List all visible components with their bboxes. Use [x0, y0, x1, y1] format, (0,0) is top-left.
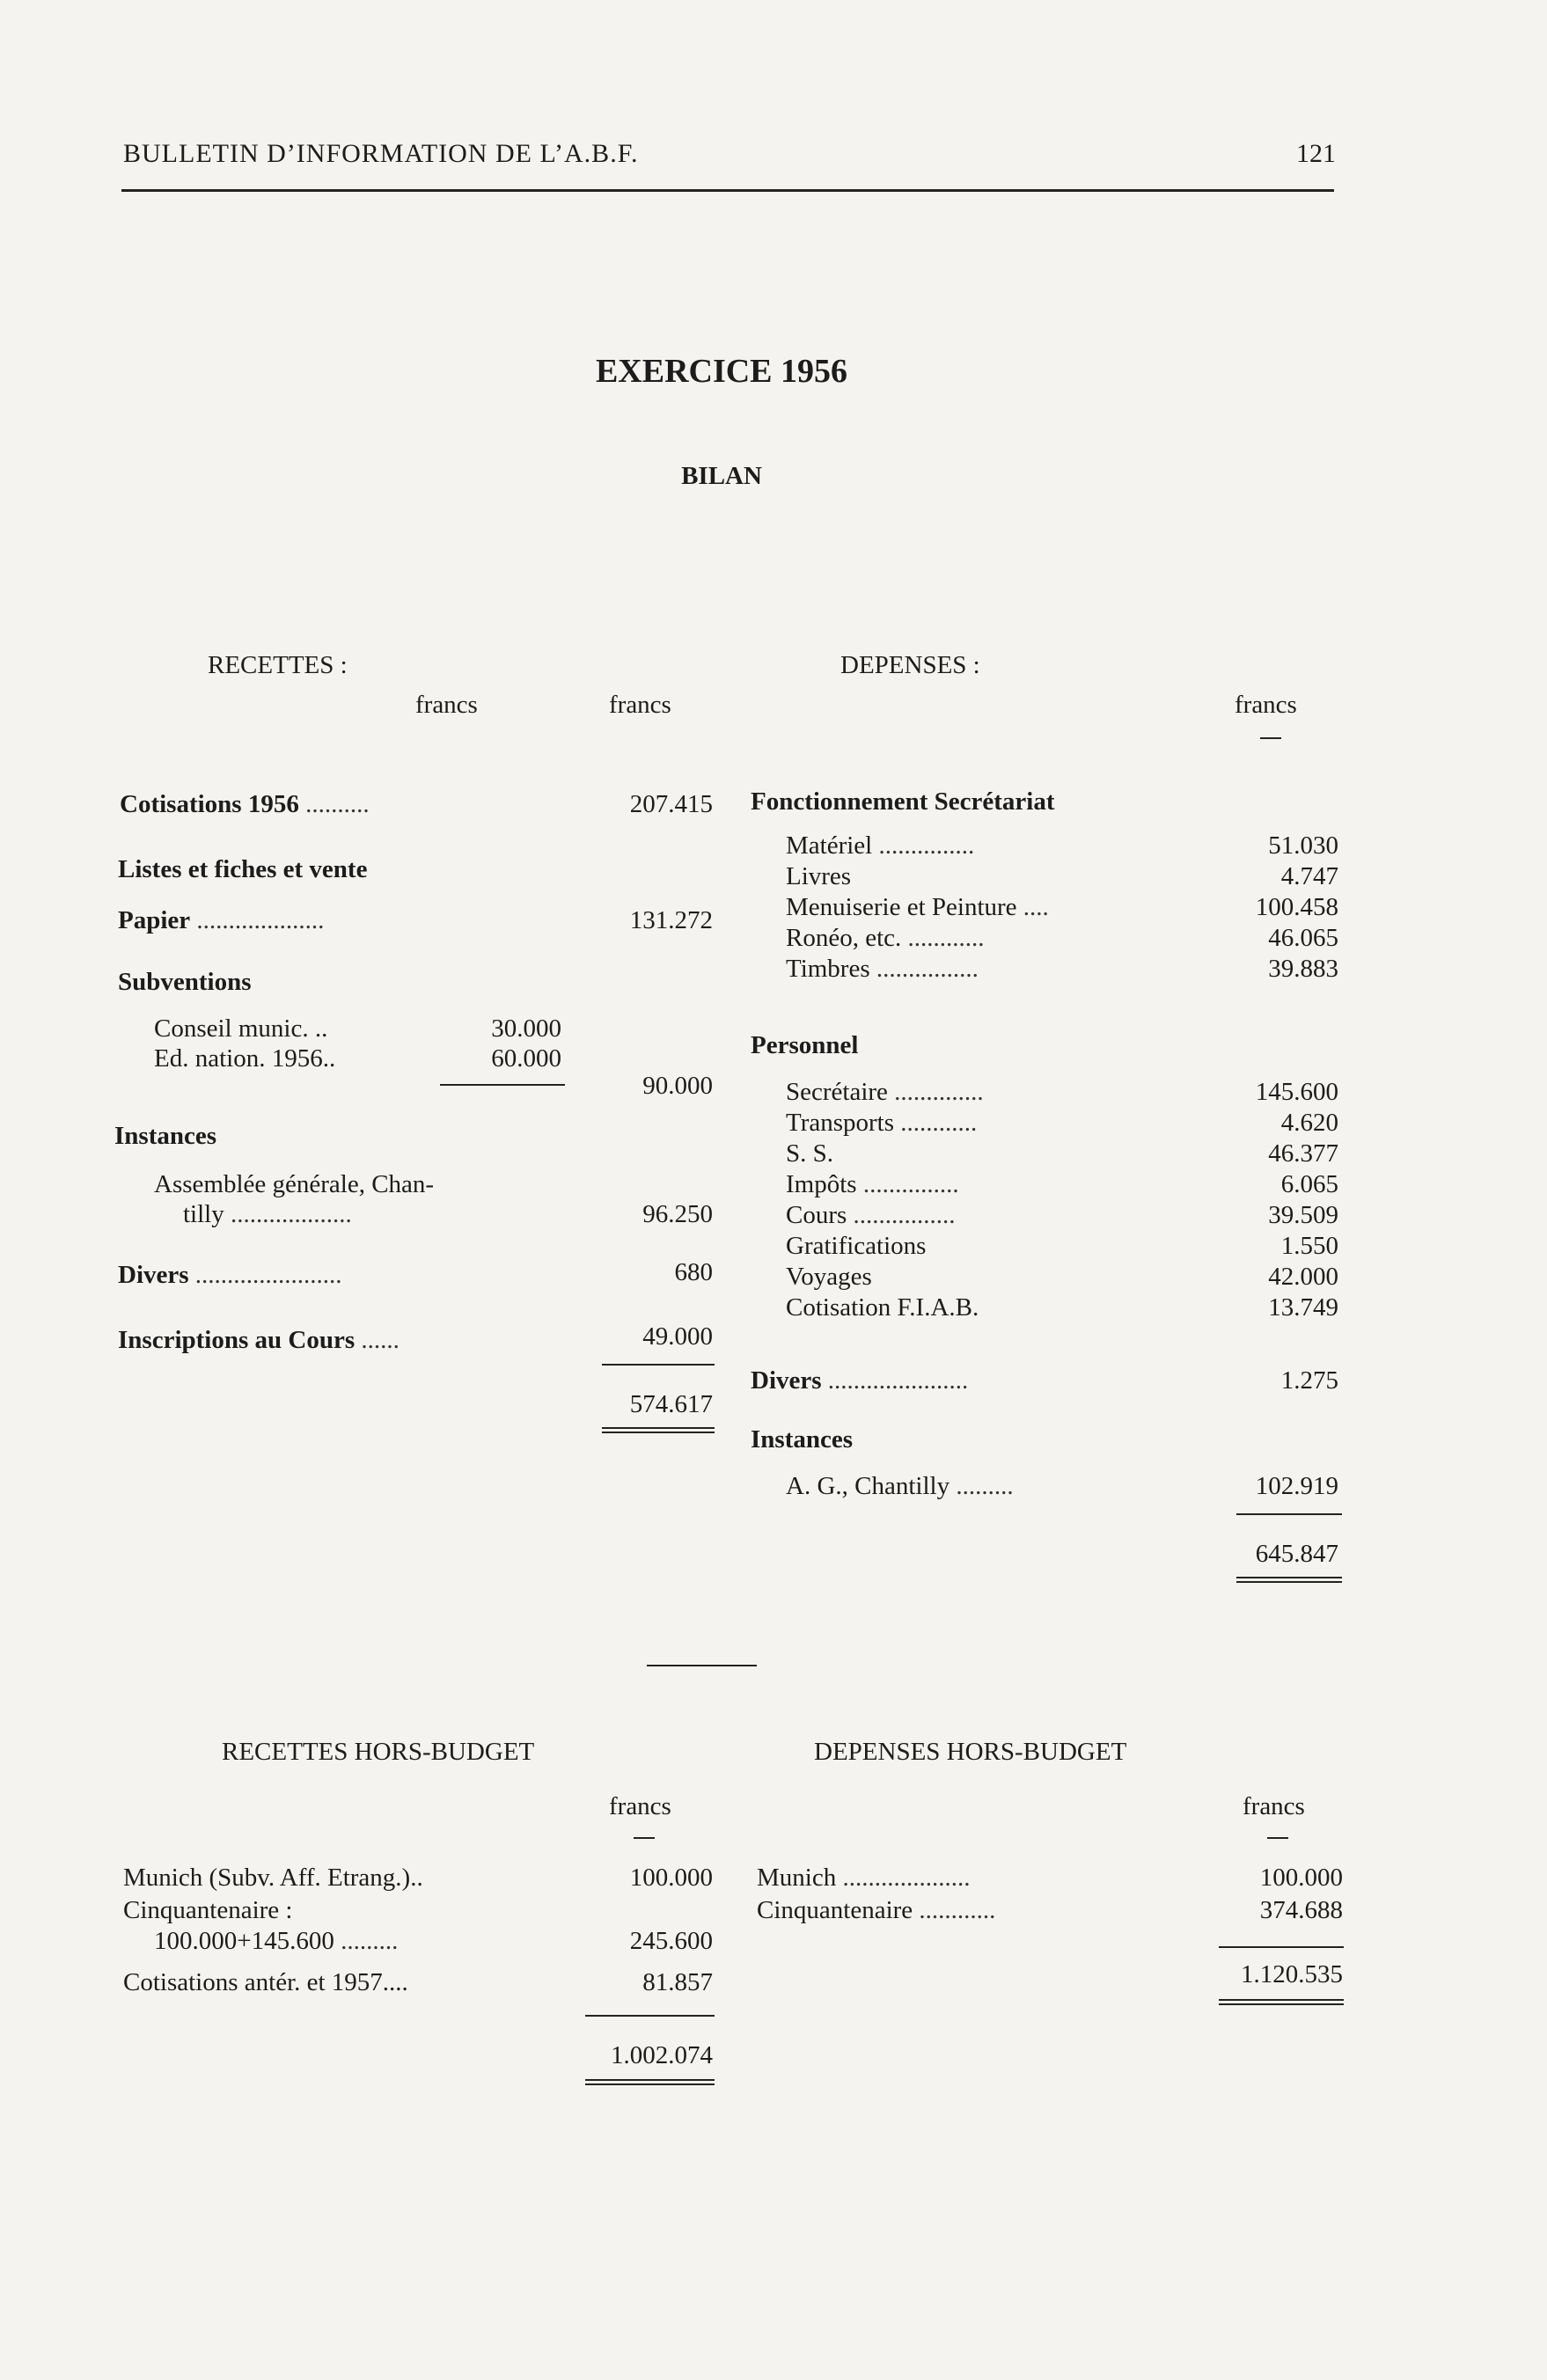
depenses-unit: francs [1235, 691, 1297, 719]
hb-recettes-total-double-rule [585, 2079, 715, 2085]
depenses-cotisation-fiab-amount: 13.749 [1268, 1293, 1338, 1322]
recettes-papier-label: Papier .................... [118, 906, 325, 934]
hb-recettes-cinquantenaire-label-2: 100.000+145.600 ......... [154, 1927, 399, 1955]
recettes-total: 574.617 [629, 1390, 713, 1418]
depenses-roneo-label: Ronéo, etc. ............ [786, 924, 985, 952]
depenses-cours-amount: 39.509 [1268, 1201, 1338, 1229]
recettes-assemblee-amount: 96.250 [642, 1200, 713, 1228]
depenses-gratifications-amount: 1.550 [1280, 1232, 1338, 1260]
hb-recettes-munich-label: Munich (Subv. Aff. Etrang.).. [123, 1864, 423, 1892]
hb-recettes-total: 1.002.074 [611, 2041, 713, 2069]
hb-depenses-heading: DEPENSES HORS-BUDGET [814, 1738, 1127, 1766]
depenses-personnel-label: Personnel [751, 1031, 859, 1059]
depenses-secretaire-label: Secrétaire .............. [786, 1078, 984, 1106]
recettes-subventions-total: 90.000 [642, 1072, 713, 1100]
recettes-conseil-amount: 30.000 [491, 1014, 561, 1043]
depenses-heading: DEPENSES : [840, 651, 980, 679]
document-title: EXERCICE 1956 [595, 353, 848, 390]
depenses-livres-label: Livres [786, 862, 852, 890]
depenses-materiel-label: Matériel ............... [786, 831, 975, 860]
hb-depenses-total-rule [1219, 1946, 1344, 1948]
depenses-ag-label: A. G., Chantilly ......... [786, 1472, 1014, 1500]
hb-depenses-munich-label: Munich .................... [757, 1864, 971, 1892]
recettes-unit-1: francs [415, 691, 478, 719]
document-subtitle: BILAN [681, 462, 762, 490]
depenses-divers-amount: 1.275 [1280, 1366, 1338, 1395]
recettes-cotisations-amount: 207.415 [629, 790, 713, 818]
depenses-voyages-label: Voyages [786, 1263, 872, 1291]
recettes-ed-nation-label: Ed. nation. 1956.. [154, 1044, 336, 1073]
depenses-total-double-rule [1236, 1577, 1342, 1583]
depenses-menuiserie-amount: 100.458 [1255, 893, 1338, 921]
recettes-instances-label: Instances [114, 1122, 217, 1150]
depenses-timbres-amount: 39.883 [1268, 955, 1338, 983]
depenses-ss-label: S. S. [786, 1139, 834, 1168]
recettes-inscriptions-label: Inscriptions au Cours ...... [118, 1326, 400, 1354]
depenses-cotisation-fiab-label: Cotisation F.I.A.B. [786, 1293, 979, 1322]
section-separator [647, 1665, 757, 1666]
depenses-voyages-amount: 42.000 [1268, 1263, 1338, 1291]
recettes-conseil-label: Conseil munic. .. [154, 1014, 328, 1043]
recettes-unit-2: francs [609, 691, 671, 719]
hb-depenses-unit-dash [1267, 1837, 1288, 1839]
hb-recettes-heading: RECETTES HORS-BUDGET [222, 1738, 535, 1766]
hb-depenses-total: 1.120.535 [1241, 1960, 1343, 1988]
depenses-total-rule [1236, 1513, 1342, 1515]
depenses-divers-label: Divers ...................... [751, 1366, 969, 1395]
recettes-inscriptions-amount: 49.000 [642, 1322, 713, 1351]
depenses-total: 645.847 [1255, 1540, 1338, 1568]
hb-depenses-cinquantenaire-label: Cinquantenaire ............ [757, 1896, 996, 1924]
hb-depenses-unit: francs [1243, 1792, 1305, 1820]
recettes-divers-label: Divers ....................... [118, 1261, 342, 1289]
depenses-impots-label: Impôts ............... [786, 1170, 959, 1198]
hb-recettes-cotisations-amount: 81.857 [642, 1968, 713, 1996]
depenses-transports-label: Transports ............ [786, 1109, 978, 1137]
hb-depenses-cinquantenaire-amount: 374.688 [1259, 1896, 1343, 1924]
hb-recettes-unit: francs [609, 1792, 671, 1820]
depenses-gratifications-label: Gratifications [786, 1232, 927, 1260]
recettes-assemblee-label-1: Assemblée générale, Chan- [154, 1170, 435, 1198]
recettes-divers-amount: 680 [674, 1258, 713, 1286]
hb-recettes-cotisations-label: Cotisations antér. et 1957.... [123, 1968, 408, 1996]
hb-recettes-munich-amount: 100.000 [629, 1864, 713, 1892]
hb-depenses-munich-amount: 100.000 [1259, 1864, 1343, 1892]
hb-recettes-cinquantenaire-label-1: Cinquantenaire : [123, 1896, 293, 1924]
recettes-total-double-rule [602, 1427, 715, 1433]
recettes-listes-label: Listes et fiches et vente [118, 855, 368, 883]
depenses-unit-dash [1260, 737, 1281, 739]
depenses-livres-amount: 4.747 [1280, 862, 1338, 890]
recettes-subventions-label: Subventions [118, 968, 252, 996]
depenses-ss-amount: 46.377 [1268, 1139, 1338, 1168]
recettes-assemblee-label-2: tilly ................... [183, 1200, 352, 1228]
depenses-menuiserie-label: Menuiserie et Peinture .... [786, 893, 1049, 921]
hb-recettes-unit-dash [634, 1837, 655, 1839]
hb-depenses-total-double-rule [1219, 1999, 1344, 2005]
depenses-ag-amount: 102.919 [1255, 1472, 1338, 1500]
recettes-total-rule [602, 1364, 715, 1366]
recettes-papier-amount: 131.272 [629, 906, 713, 934]
page-number: 121 [1296, 139, 1336, 168]
depenses-cours-label: Cours ................ [786, 1201, 956, 1229]
hb-recettes-total-rule [585, 2015, 715, 2017]
hb-recettes-cinquantenaire-amount: 245.600 [629, 1927, 713, 1955]
depenses-roneo-amount: 46.065 [1268, 924, 1338, 952]
depenses-materiel-amount: 51.030 [1268, 831, 1338, 860]
running-title: BULLETIN D’INFORMATION DE L’A.B.F. [123, 139, 639, 168]
depenses-fonctionnement-label: Fonctionnement Secrétariat [751, 787, 1055, 816]
recettes-heading: RECETTES : [208, 651, 348, 679]
recettes-cotisations-label: Cotisations 1956 .......... [120, 790, 370, 818]
depenses-timbres-label: Timbres ................ [786, 955, 979, 983]
depenses-impots-amount: 6.065 [1280, 1170, 1338, 1198]
recettes-ed-nation-amount: 60.000 [491, 1044, 561, 1073]
header-rule [121, 189, 1334, 192]
subventions-subtotal-rule [440, 1084, 565, 1086]
depenses-instances-label: Instances [751, 1425, 854, 1454]
depenses-secretaire-amount: 145.600 [1255, 1078, 1338, 1106]
depenses-transports-amount: 4.620 [1280, 1109, 1338, 1137]
